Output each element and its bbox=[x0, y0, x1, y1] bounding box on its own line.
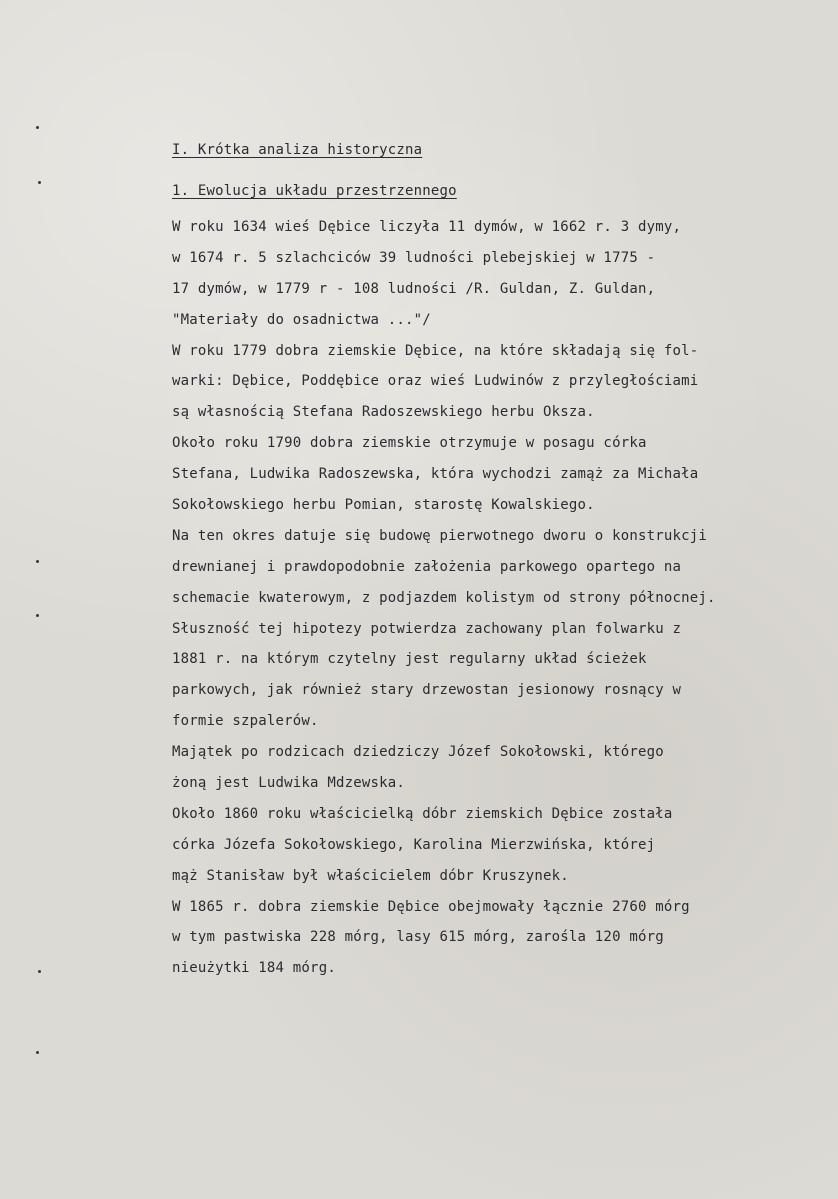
text-line: Około 1860 roku właścicielką dóbr ziemskich Dębice została bbox=[172, 805, 673, 822]
text-line: schemacie kwaterowym, z podjazdem kolistym od strony północnej. bbox=[172, 589, 716, 606]
paper-speck bbox=[36, 560, 39, 563]
section-heading: 1. Ewolucja układu przestrzennego bbox=[172, 183, 457, 199]
text-line: żoną jest Ludwika Mdzewska. bbox=[172, 775, 405, 792]
text-line: mąż Stanisław był właścicielem dóbr Kruszynek. bbox=[172, 867, 569, 884]
text-line: W roku 1779 dobra ziemskie Dębice, na które składają się fol- bbox=[172, 342, 699, 359]
text-line: "Materiały do osadnictwa ..."/ bbox=[172, 311, 431, 328]
text-line: w tym pastwiska 228 mórg, lasy 615 mórg, zarośla 120 mórg bbox=[172, 929, 664, 946]
text-line: córka Józefa Sokołowskiego, Karolina Mierzwińska, której bbox=[172, 836, 656, 853]
text-line: parkowych, jak również stary drzewostan jesionowy rosnący w bbox=[172, 682, 682, 699]
text-line: są własnością Stefana Radoszewskiego herbu Oksza. bbox=[172, 404, 595, 421]
text-line: nieużytki 184 mórg. bbox=[172, 960, 336, 977]
text-line: formie szpalerów. bbox=[172, 713, 319, 730]
document-body bbox=[172, 130, 822, 984]
text-line: Słuszność tej hipotezy potwierdza zachowany plan folwarku z bbox=[172, 620, 682, 637]
main-heading: I. Krótka analiza historyczna bbox=[172, 142, 423, 158]
text-line: W roku 1634 wieś Dębice liczyła 11 dymów, w 1662 r. 3 dymy, bbox=[172, 219, 682, 235]
text-line: w 1674 r. 5 szlachciców 39 ludności plebejskiej w 1775 - bbox=[172, 249, 656, 266]
paper-speck bbox=[36, 126, 39, 129]
text-line: Majątek po rodzicach dziedziczy Józef Sokołowski, którego bbox=[172, 744, 664, 761]
text-line: W 1865 r. dobra ziemskie Dębice obejmowały łącznie 2760 mórg bbox=[172, 898, 690, 915]
text-line: Sokołowskiego herbu Pomian, starostę Kowalskiego. bbox=[172, 497, 595, 514]
text-line: warki: Dębice, Poddębice oraz wieś Ludwinów z przyległościami bbox=[172, 373, 699, 390]
text-line: drewnianej i prawdopodobnie założenia parkowego opartego na bbox=[172, 558, 682, 575]
paper-speck bbox=[38, 181, 41, 184]
paper-speck bbox=[38, 970, 41, 973]
text-line: Stefana, Ludwika Radoszewska, która wychodzi zamąż za Michała bbox=[172, 466, 699, 483]
paper-speck bbox=[36, 1051, 39, 1054]
text-line: Około roku 1790 dobra ziemskie otrzymuje w posagu córka bbox=[172, 435, 647, 452]
text-line: 17 dymów, w 1779 r - 108 ludności /R. Guldan, Z. Guldan, bbox=[172, 280, 656, 297]
text-line: Na ten okres datuje się budowę pierwotnego dworu o konstrukcji bbox=[172, 527, 707, 544]
text-line: 1881 r. na którym czytelny jest regularny układ ścieżek bbox=[172, 651, 647, 668]
paper-speck bbox=[36, 614, 39, 617]
